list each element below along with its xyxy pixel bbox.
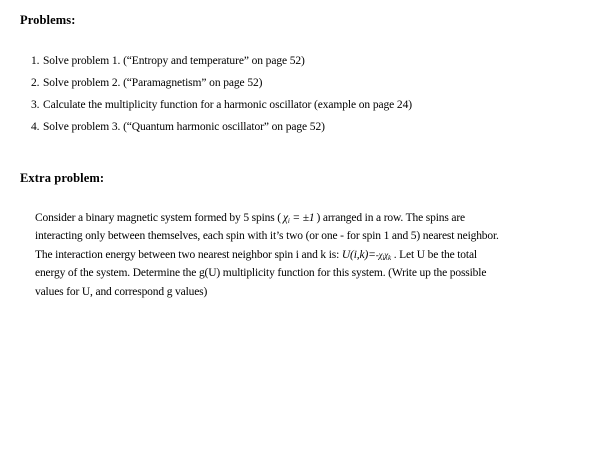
problem-list: [31, 54, 412, 142]
item-number: 1.: [31, 55, 40, 67]
energy-minus-chi: -χ: [375, 249, 383, 260]
item-text: Calculate the multiplicity function for a harmonic oscillator (example on page 24): [43, 99, 412, 111]
extra-problem-heading: Extra problem:: [20, 171, 105, 185]
text-line: energy of the system. Determine the g(U) multiplicity function for this system. (Write up the possible: [35, 267, 487, 280]
spin-value: = ±1: [289, 212, 315, 224]
item-number: 3.: [31, 99, 40, 111]
text-line: interacting only between themselves, each spin with it’s two (or one - for spin 1 and 5) nearest neighbor.: [35, 230, 499, 243]
list-item: [31, 54, 412, 76]
energy-subscript-i: i: [382, 253, 385, 262]
spin-variable: χ: [282, 212, 288, 224]
extra-problem-text: [35, 209, 575, 301]
text-segment: The interaction energy between two nearest neighbor spin i and k is:: [35, 248, 340, 261]
text-line: [35, 209, 575, 227]
energy-chi-k: χ: [384, 249, 389, 260]
text-segment: ) arranged in a row. The spins are: [316, 212, 466, 224]
text-segment: Consider a binary magnetic system formed by 5 spins (: [35, 212, 281, 224]
item-number: 4.: [31, 121, 40, 133]
list-item: [31, 120, 412, 142]
item-text: Solve problem 3. (“Quantum harmonic oscillator” on page 52): [43, 121, 325, 133]
item-text: Solve problem 2. (“Paramagnetism” on page 52): [43, 77, 263, 89]
list-item: [31, 98, 412, 120]
text-line: [35, 246, 575, 264]
problems-heading: Problems:: [20, 13, 76, 27]
energy-subscript-k: k: [388, 253, 391, 262]
item-text: Solve problem 1. (“Entropy and temperature” on page 52): [43, 55, 305, 67]
spin-subscript: i: [287, 217, 290, 225]
item-number: 2.: [31, 77, 40, 89]
energy-formula-rhs: [376, 250, 391, 260]
text-line: values for U, and correspond g values): [35, 285, 208, 298]
list-item: [31, 76, 412, 98]
energy-formula-lhs: U(i,k)=: [341, 248, 376, 261]
text-segment: . Let U be the total: [393, 248, 477, 261]
